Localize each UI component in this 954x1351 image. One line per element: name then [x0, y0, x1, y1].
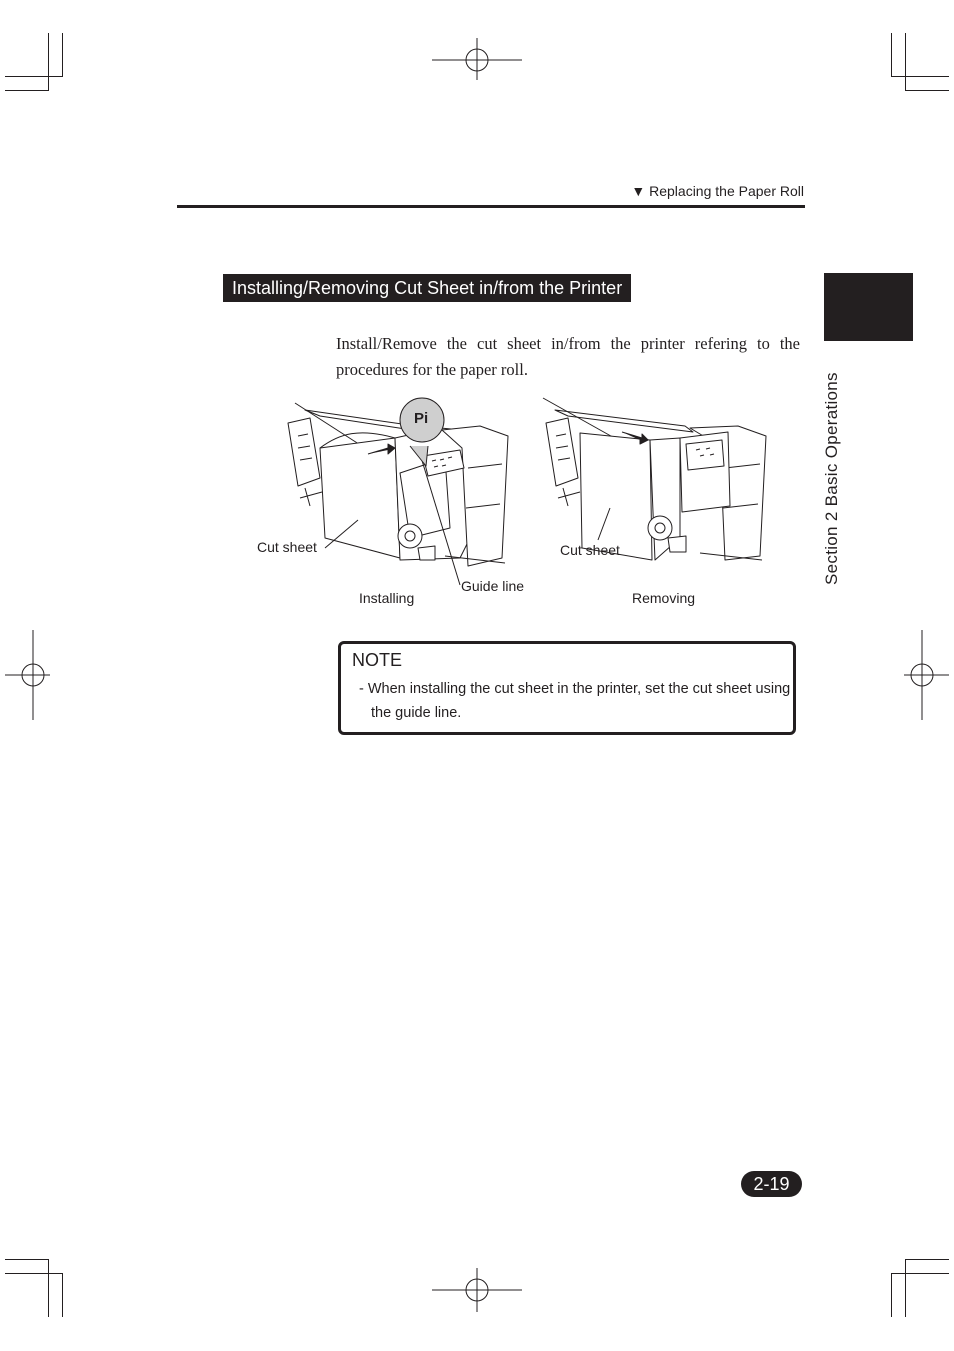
printer-left-drawing: [288, 403, 508, 585]
section-tab: [824, 273, 913, 341]
printer-right-drawing: [543, 398, 766, 560]
section-heading: Installing/Removing Cut Sheet in/from the Printer: [223, 274, 631, 302]
section-side-label: Section 2 Basic Operations: [822, 372, 841, 585]
guide-line-label: Guide line: [461, 578, 525, 594]
note-box: [338, 641, 796, 735]
right-cut-sheet-label: Cut sheet: [560, 542, 620, 558]
pi-callout-label: Pi: [414, 410, 429, 427]
note-item: - When installing the cut sheet in the printer, set the cut sheet using the guide line.: [359, 681, 791, 721]
printer-illustration: [250, 388, 810, 618]
left-cut-sheet-label: Cut sheet: [257, 539, 317, 555]
page-number: 2-19: [741, 1171, 802, 1197]
note-title: NOTE: [352, 650, 403, 670]
installing-caption: Installing: [359, 590, 415, 606]
running-header: ▼ Replacing the Paper Roll: [631, 183, 804, 199]
header-rule: [177, 205, 805, 208]
printer-drawings: [250, 388, 810, 618]
body-paragraph: Install/Remove the cut sheet in/from the printer refering to the procedures for the paper roll.: [336, 334, 800, 379]
removing-caption: Removing: [632, 590, 696, 606]
